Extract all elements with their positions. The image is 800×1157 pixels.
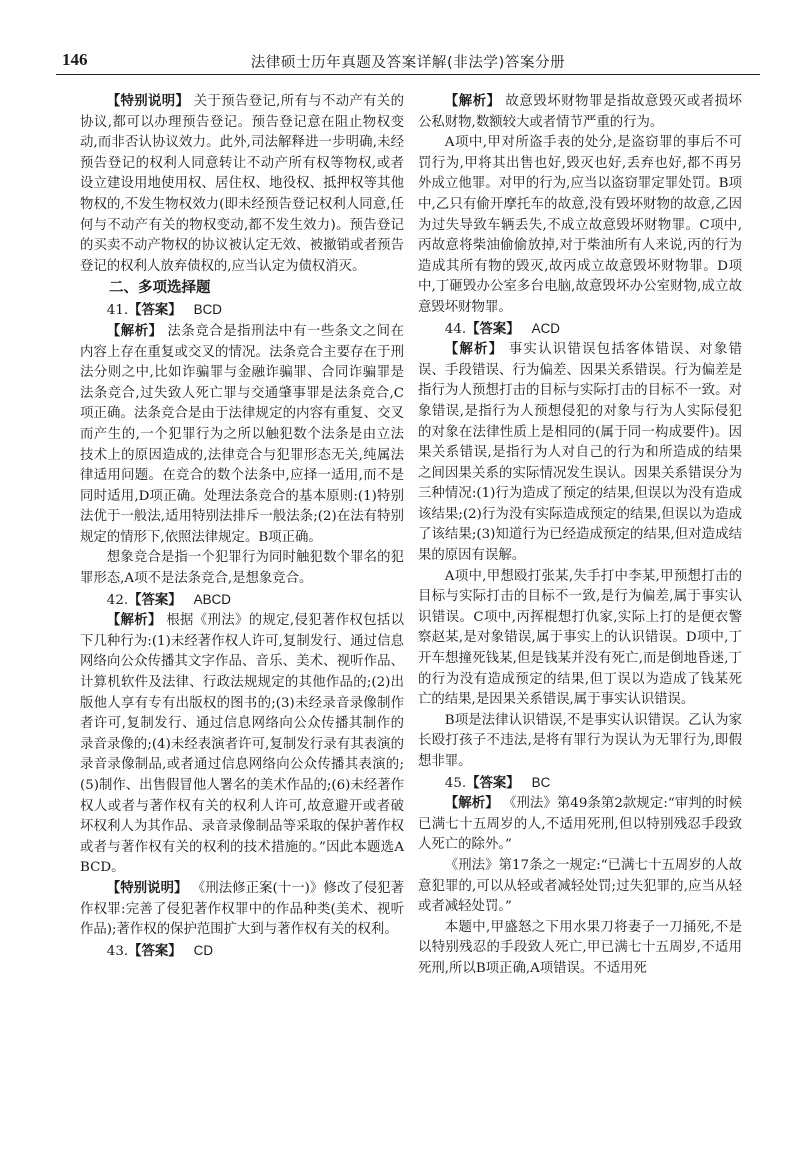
page-header xyxy=(56,40,760,75)
q42-number: 42. xyxy=(106,592,129,608)
page-number: 146 xyxy=(62,50,88,69)
q45-analysis-paragraph-3: 本题中,甲盛怒之下用水果刀将妻子一刀捅死,不是以特别残忍的手段致人死亡,甲已满七十五周岁,不适用死刑,所以B项正确,A项错误。不适用死 xyxy=(418,919,742,976)
analysis-label: 【解析】 xyxy=(444,796,499,812)
q44-answer: ACD xyxy=(531,320,560,336)
answer-label: 【答案】 xyxy=(128,592,182,608)
q45-number: 45. xyxy=(444,775,467,791)
q43-analysis-paragraph-2: A项中,甲对所盗手表的处分,是盗窃罪的事后不可罚行为,甲将其出售也好,毁灭也好,丢弃也好,都不再另外成立他罪。对甲的行为,应当以盗窃罪定罪处罚。B项中,乙只有偷开摩托车的故意,没有毁坏财物的故意,乙因为过失导致车辆丢失,不成立故意毁坏财物罪。C项中,丙故意将柴油偷偷放掉,对于柴油所有人来说,丙的行为造成其所有物的毁灭,故丙成立故意毁坏财物罪。D项中,丁砸毁办公室多台电脑,故意毁坏办公室财物,成立故意毁坏财物罪。 xyxy=(418,135,742,315)
q42-analysis-paragraph xyxy=(80,611,404,879)
q42-special-note-paragraph xyxy=(80,879,404,941)
q43-analysis-text: 故意毁坏财物罪是指故意毁灭或者损坏公私财物,数额较大或者情节严重的行为。 xyxy=(418,94,743,130)
answer-label: 【答案】 xyxy=(128,303,182,319)
q44-analysis-paragraph xyxy=(418,340,742,567)
q43-analysis-paragraph xyxy=(418,92,742,133)
q45-answer-line xyxy=(418,773,742,795)
q44-number: 44. xyxy=(444,321,467,337)
q41-answer-line xyxy=(80,300,404,322)
q45-analysis-paragraph-2: 《刑法》第17条之一规定:“已满七十五周岁的人故意犯罪的,可以从轻或者减轻处罚;过失犯罪的,应当从轻或者减轻处罚。” xyxy=(418,857,742,915)
q44-analysis-text: 事实认识错误包括客体错误、对象错误、手段错误、行为偏差、因果关系错误。行为偏差是指行为人预想打击的目标与实际打击的目标不一致。对象错误,是指行为人预想侵犯的对象与行为人实际侵犯的对象在法律性质上是相同的(属于同一构成要件)。因果关系错误,是指行为人对自己的行为和所造成的结果之间因果关系的实际情况发生误认。因果关系错误分为三种情况:(1)行为造成了预定的结果,但误以为没有造成该结果;(2)行为没有实际造成预定的结果,但误以为造成了该结果;(3)知道行为已经造成预定的结果,但对造成结果的原因有误解。 xyxy=(418,342,742,564)
special-note-label: 【特别说明】 xyxy=(106,880,188,896)
q45-analysis-text: 《刑法》第49条第2款规定:“审判的时候已满七十五周岁的人,不适用死刑,但以特别残忍手段致人死亡的除外。” xyxy=(418,796,743,853)
section-title: 二、多项选择题 xyxy=(109,280,211,297)
q42-answer: ABCD xyxy=(193,591,231,607)
q43-answer-line xyxy=(80,941,404,963)
q42-analysis-text: 根据《刑法》的规定,侵犯著作权包括以下几种行为:(1)未经著作权人许可,复制发行、通过信息网络向公众传播其文字作品、音乐、美术、视听作品、计算机软件及法律、行政法规规定的其他作品的;(2)出版他人享有专有出版权的图书的;(3)未经录音录像制作者许可,复制发行、通过信息网络向公众传播其制作的录音录像的;(4)未经表演者许可,复制发行录有其表演的录音录像制品,或者通过信息网络向公众传播其表演的;(5)制作、出售假冒他人署名的美术作品的;(6)未经著作权人或者与著作权有关的权利人许可,故意避开或者破坏权利人为其作品、录音录像制品等采取的保护著作权或者与著作权有关的权利的技术措施的。”因此本题选ABCD。 xyxy=(80,613,405,876)
q45-analysis-paragraph xyxy=(418,794,742,856)
q41-analysis-paragraph-2: 想象竞合是指一个犯罪行为同时触犯数个罪名的犯罪形态,A项不是法条竞合,是想象竞合。 xyxy=(80,550,404,587)
special-note-paragraph xyxy=(80,92,404,277)
q41-answer: BCD xyxy=(193,302,222,318)
analysis-label: 【解析】 xyxy=(106,323,163,339)
q44-analysis-paragraph-2: A项中,甲想殴打张某,失手打中李某,甲预想打击的目标与实际打击的目标不一致,是行为偏差,属于事实认识错误。C项中,丙挥棍想打仇家,实际上打的是便衣警察赵某,是对象错误,属于事实上的认识错误。D项中,丁开车想撞死钱某,但是钱某并没有死亡,而是倒地昏迷,丁的行为没有造成预定的结果,但丁误以为造成了钱某死亡的结果,是因果关系错误,属于事实认识错误。 xyxy=(418,568,742,708)
left-column xyxy=(80,92,404,962)
special-note-label: 【特别说明】 xyxy=(106,94,190,109)
q43-number: 43. xyxy=(106,943,129,959)
q41-number: 41. xyxy=(106,303,129,319)
special-note-text: 关于预告登记,所有与不动产有关的协议,都可以办理预告登记。预告登记意在阻止物权变动,而非否认协议效力。此外,司法解释进一步明确,未经预告登记的权利人同意转让不动产所有权等物权,或者设立建设用地使用权、居住权、地役权、抵押权等其他物权的,不发生物权效力(即未经预告登记权利人同意,任何与不动产有关的物权变动,都不发生效力)。预告登记的买卖不动产物权的协议被认定无效、被撤销或者预告登记的权利人放弃债权的,应当认定为债权消灭。 xyxy=(80,94,405,274)
q44-answer-line xyxy=(418,319,742,341)
q41-analysis-text: 法条竞合是指刑法中有一些条文之间在内容上存在重复或交叉的情况。法条竞合主要存在于刑法分则之中,比如诈骗罪与金融诈骗罪、合同诈骗罪是法条竞合,过失致人死亡罪与交通肇事罪是法条竞合,C项正确。法条竞合是由于法律规定的内容有重复、交叉而产生的,一个犯罪行为之所以触犯数个法条是由立法技术上的原因造成的,法律竞合与犯罪形态无关,纯属法律适用问题。在竞合的数个法条中,应择一适用,而不是同时适用,D项正确。处理法条竞合的基本原则:(1)特别法优于一般法,适用特别法排斥一般法条;(2)在法有特别规定的情形下,依照法律规定。B项正确。 xyxy=(80,323,405,545)
analysis-label: 【解析】 xyxy=(444,94,501,109)
answer-label: 【答案】 xyxy=(128,943,182,959)
analysis-label: 【解析】 xyxy=(106,613,162,629)
answer-label: 【答案】 xyxy=(466,775,520,791)
q42-answer-line xyxy=(80,590,404,612)
q44-analysis-paragraph-3: B项是法律认识错误,不是事实认识错误。乙认为家长殴打孩子不违法,是将有罪行为误认为无罪行为,即假想非罪。 xyxy=(418,712,742,769)
answer-label: 【答案】 xyxy=(466,321,520,337)
q45-answer: BC xyxy=(531,774,551,790)
book-title: 法律硕士历年真题及答案详解(非法学)答案分册 xyxy=(250,55,566,71)
right-column xyxy=(418,92,742,980)
q42-special-note-text: 《刑法修正案(十一)》修改了侵犯著作权罪:完善了侵犯著作权罪中的作品种类(美术、视听作品);著作权的保护范围扩大到与著作权有关的权利。 xyxy=(80,880,404,938)
analysis-label: 【解析】 xyxy=(444,342,504,358)
q43-answer: CD xyxy=(193,942,213,958)
q41-analysis-paragraph xyxy=(80,322,404,549)
